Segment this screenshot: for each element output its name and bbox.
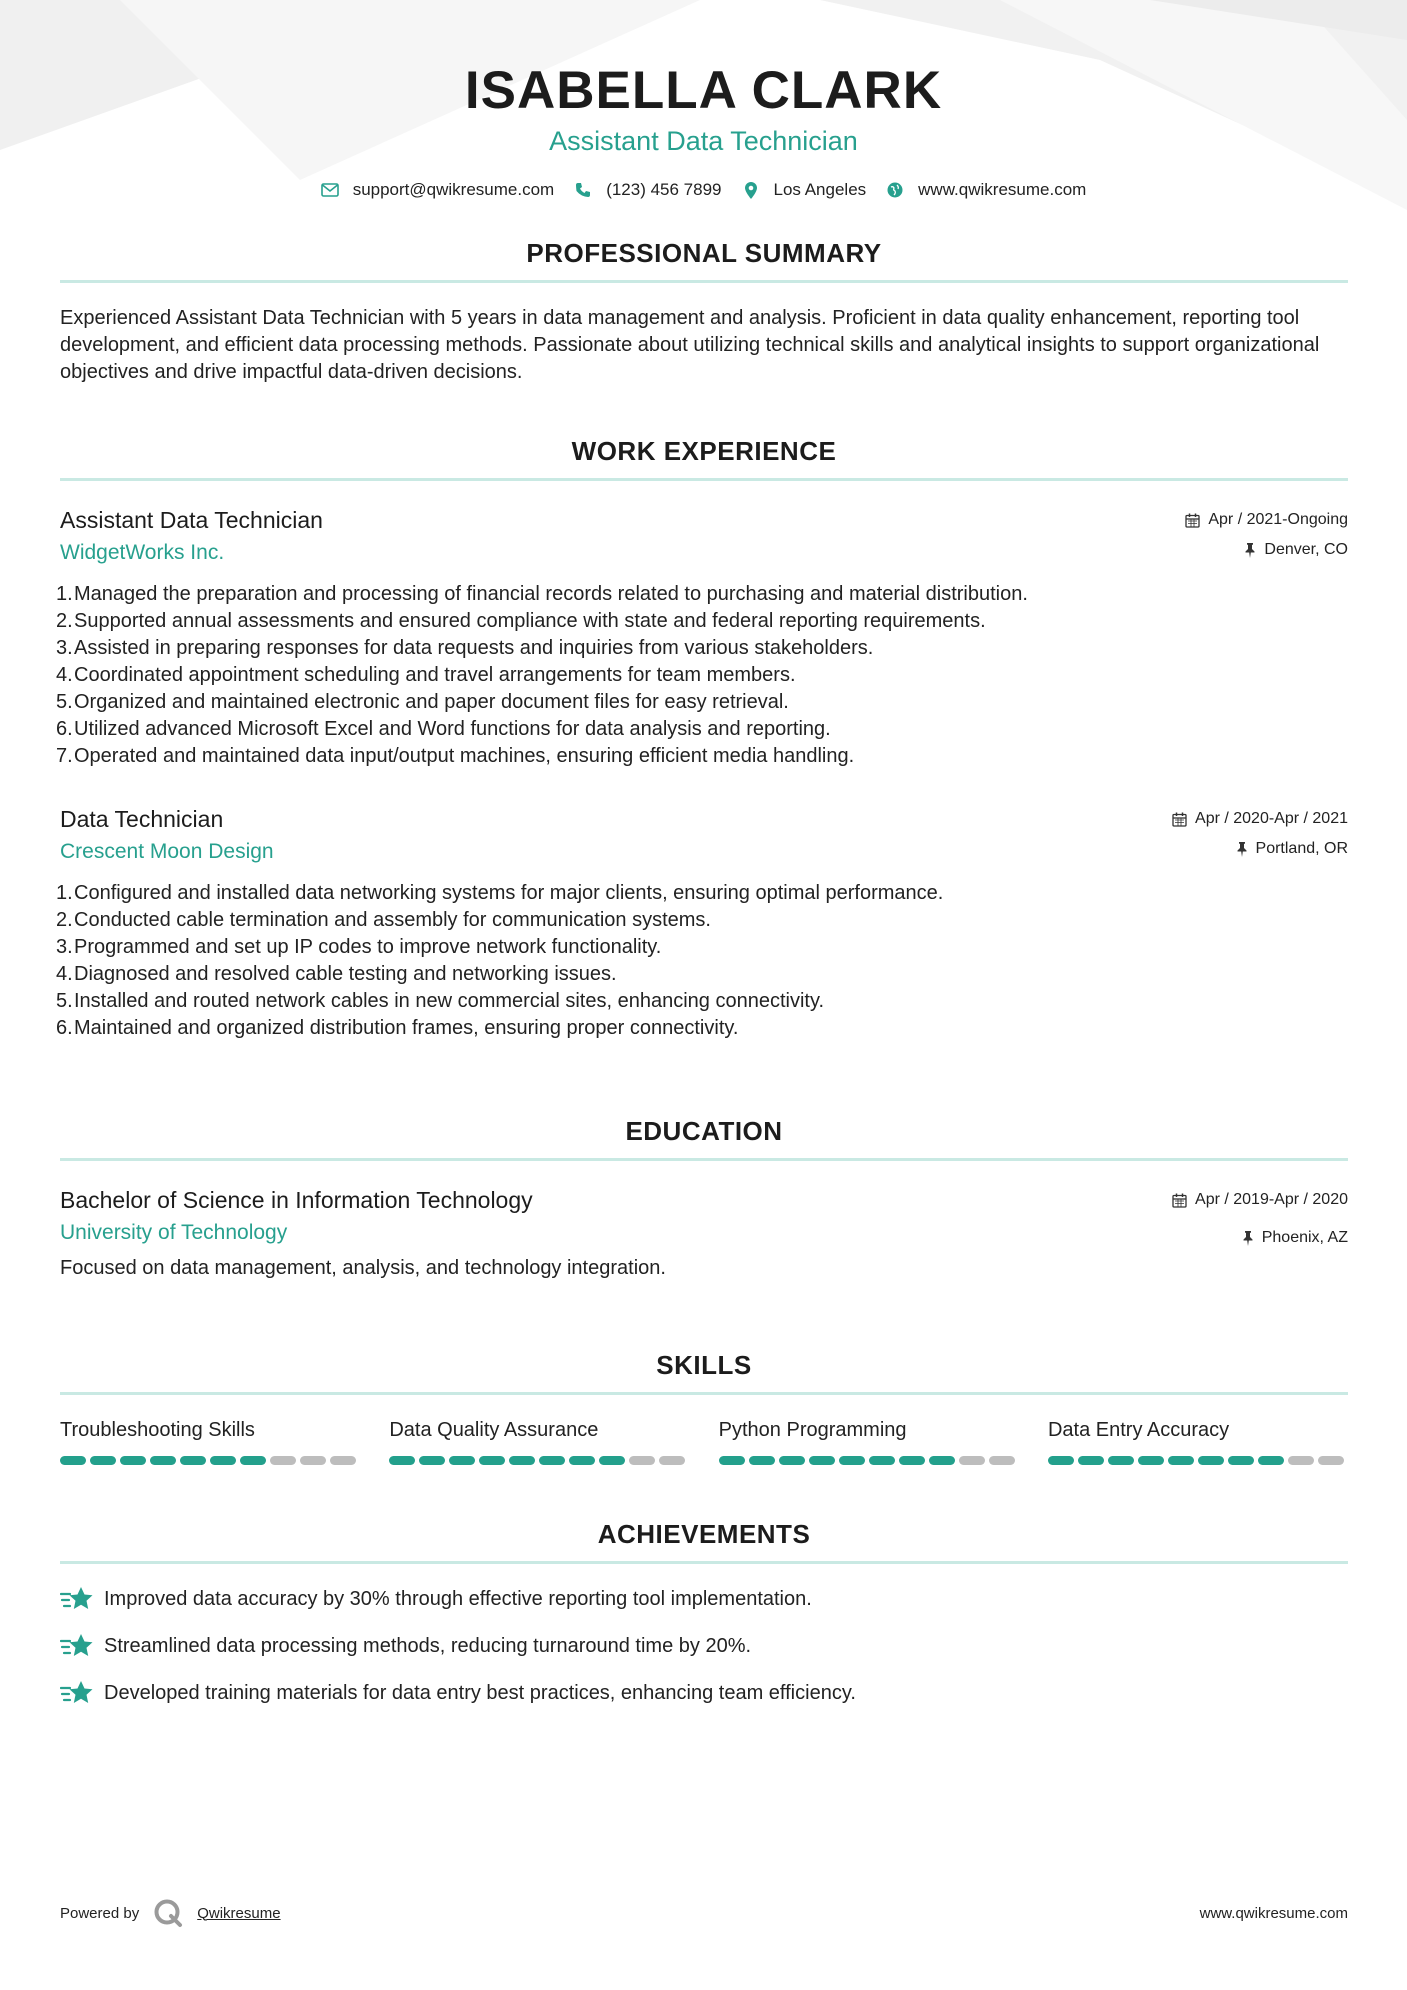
skill-segment-filled <box>1228 1456 1254 1465</box>
job-location-text: Denver, CO <box>1264 541 1348 558</box>
skill-segment-filled <box>1138 1456 1164 1465</box>
achievements-heading: ACHIEVEMENTS <box>597 1519 811 1549</box>
qwikresume-link[interactable]: Qwikresume <box>197 1904 281 1922</box>
star-icon <box>60 1678 94 1708</box>
skill-item <box>60 1417 360 1465</box>
skill-item <box>719 1417 1019 1465</box>
achievements-section <box>60 1517 1348 1725</box>
list-item: 4. Coordinated appointment scheduling and travel arrangements for team members. <box>56 664 796 686</box>
achievement-text: Improved data accuracy by 30% through effective reporting tool implementation. <box>104 1587 812 1610</box>
skill-segment-empty <box>1318 1456 1344 1465</box>
skills-section <box>60 1348 1348 1465</box>
skill-segment-filled <box>1108 1456 1134 1465</box>
list-item: 5. Installed and routed network cables in new commercial sites, enhancing connectivity. <box>56 990 825 1012</box>
contact-website[interactable] <box>886 180 1086 200</box>
website-text: www.qwikresume.com <box>918 180 1087 199</box>
education-dates-text: Apr / 2019-Apr / 2020 <box>1195 1191 1348 1208</box>
skill-segment-filled <box>1258 1456 1284 1465</box>
powered-by-label: Powered by <box>60 1904 140 1922</box>
star-icon <box>60 1631 94 1661</box>
skill-segment-filled <box>899 1456 925 1465</box>
list-item: 6. Utilized advanced Microsoft Excel and Word functions for data analysis and reporting. <box>56 718 831 740</box>
education-meta <box>1172 1185 1348 1253</box>
contact-bar <box>0 180 1407 200</box>
skill-rating-bar <box>1048 1456 1348 1465</box>
experience-section <box>56 434 1348 1042</box>
skill-segment-filled <box>719 1456 745 1465</box>
skills-list <box>60 1417 1348 1465</box>
skill-segment-filled <box>240 1456 266 1465</box>
achievement-text: Developed training materials for data entry best practices, enhancing team efficiency. <box>104 1681 856 1704</box>
star-icon <box>60 1584 94 1614</box>
list-item: 7. Operated and maintained data input/output machines, ensuring efficient media handling. <box>56 745 855 767</box>
skill-rating-bar <box>389 1456 689 1465</box>
skills-heading: SKILLS <box>656 1350 752 1380</box>
list-item: 3. Programmed and set up IP codes to improve network functionality. <box>56 936 662 958</box>
skill-segment-empty <box>629 1456 655 1465</box>
job-title: Assistant Data Technician <box>60 507 323 533</box>
candidate-title: Assistant Data Technician <box>549 126 858 156</box>
list-item: 4. Diagnosed and resolved cable testing and networking issues. <box>56 963 617 985</box>
skill-segment-filled <box>419 1456 445 1465</box>
job-entry <box>56 505 1348 770</box>
email-text: support@qwikresume.com <box>352 180 555 199</box>
contact-phone[interactable] <box>574 180 721 200</box>
skill-segment-filled <box>1198 1456 1224 1465</box>
list-item: 2. Conducted cable termination and assembly for communication systems. <box>56 909 711 931</box>
achievements-list <box>60 1584 1348 1708</box>
list-item: 1. Configured and installed data networking systems for major clients, ensuring optimal performance. <box>56 882 944 904</box>
skill-segment-filled <box>180 1456 206 1465</box>
skill-segment-filled <box>449 1456 475 1465</box>
education-entry <box>60 1185 1348 1282</box>
powered-by <box>60 1898 281 1928</box>
education-location <box>1172 1223 1348 1253</box>
globe-icon <box>886 181 904 199</box>
job-bullets <box>56 581 1348 770</box>
degree-title: Bachelor of Science in Information Technology <box>60 1187 533 1213</box>
skill-segment-filled <box>210 1456 236 1465</box>
phone-icon <box>574 181 592 199</box>
skill-segment-filled <box>1168 1456 1194 1465</box>
school-name: University of Technology <box>60 1221 288 1244</box>
calendar-icon <box>1185 513 1200 528</box>
list-item: 6. Maintained and organized distribution frames, ensuring proper connectivity. <box>56 1017 739 1039</box>
skill-segment-filled <box>749 1456 775 1465</box>
skill-rating-bar <box>719 1456 1019 1465</box>
job-location <box>1172 834 1348 864</box>
calendar-icon <box>1172 812 1187 827</box>
skill-segment-filled <box>839 1456 865 1465</box>
experience-heading: WORK EXPERIENCE <box>571 436 837 466</box>
list-item: 2. Supported annual assessments and ensured compliance with state and federal reporting requirements. <box>56 610 986 632</box>
resume-header <box>0 0 1407 200</box>
education-description: Focused on data management, analysis, and technology integration. <box>60 1257 666 1279</box>
skill-rating-bar <box>60 1456 360 1465</box>
job-location-text: Portland, OR <box>1255 840 1348 857</box>
skill-segment-empty <box>270 1456 296 1465</box>
skill-item <box>1048 1417 1348 1465</box>
contact-email[interactable] <box>321 180 555 200</box>
pushpin-icon <box>1244 543 1256 558</box>
skill-name: Python Programming <box>718 1419 907 1441</box>
education-section <box>60 1114 1348 1282</box>
page-footer <box>60 1898 1348 1928</box>
job-location <box>1185 535 1348 565</box>
skill-segment-filled <box>869 1456 895 1465</box>
section-divider <box>60 1158 1348 1161</box>
job-dates-text: Apr / 2021-Ongoing <box>1208 511 1348 528</box>
skill-name: Data Entry Accuracy <box>1047 1419 1230 1441</box>
achievement-text: Streamlined data processing methods, reducing turnaround time by 20%. <box>104 1634 752 1657</box>
job-title: Data Technician <box>60 806 224 832</box>
skill-segment-empty <box>300 1456 326 1465</box>
job-company: WidgetWorks Inc. <box>60 541 225 564</box>
list-item: 3. Assisted in preparing responses for data requests and inquiries from various stakeholders. <box>56 637 874 659</box>
list-item: 5. Organized and maintained electronic and paper document files for easy retrieval. <box>56 691 789 713</box>
skill-segment-filled <box>599 1456 625 1465</box>
skill-segment-filled <box>389 1456 415 1465</box>
phone-text: (123) 456 7899 <box>606 180 722 199</box>
skill-segment-empty <box>330 1456 356 1465</box>
skill-segment-filled <box>509 1456 535 1465</box>
skill-segment-empty <box>989 1456 1015 1465</box>
skill-segment-filled <box>60 1456 86 1465</box>
envelope-icon <box>321 181 339 199</box>
job-meta <box>1172 804 1348 864</box>
skill-segment-filled <box>150 1456 176 1465</box>
job-dates <box>1172 804 1348 834</box>
skill-segment-empty <box>959 1456 985 1465</box>
job-bullets <box>56 880 1348 1042</box>
pushpin-icon <box>1242 1231 1254 1246</box>
education-dates <box>1172 1185 1348 1215</box>
list-item: 1. Managed the preparation and processing of financial records related to purchasing and material distribution. <box>56 583 1028 605</box>
location-text: Los Angeles <box>773 180 867 199</box>
summary-section <box>60 236 1348 386</box>
summary-heading: PROFESSIONAL SUMMARY <box>526 238 882 268</box>
skill-name: Data Quality Assurance <box>389 1419 599 1441</box>
education-heading: EDUCATION <box>625 1116 783 1146</box>
summary-text: Experienced Assistant Data Technician with 5 years in data management and analysis. Proficient in data quality enhancement, reporting tool development, and efficient data processing methods. Passionate about utilizing technical skills and analytical insights to support organizational objectives and drive impactful data-driven decisions. <box>60 307 1320 383</box>
skill-segment-filled <box>779 1456 805 1465</box>
skill-segment-filled <box>569 1456 595 1465</box>
skill-segment-filled <box>1078 1456 1104 1465</box>
skill-segment-filled <box>1048 1456 1074 1465</box>
job-company: Crescent Moon Design <box>60 840 274 863</box>
section-divider <box>60 1561 1348 1564</box>
skill-segment-empty <box>1288 1456 1314 1465</box>
job-meta <box>1185 505 1348 565</box>
pushpin-icon <box>1236 842 1248 857</box>
skill-segment-filled <box>539 1456 565 1465</box>
qwikresume-logo-icon <box>153 1898 183 1928</box>
job-dates-text: Apr / 2020-Apr / 2021 <box>1195 810 1348 827</box>
section-divider <box>60 280 1348 283</box>
footer-website[interactable]: www.qwikresume.com <box>1199 1904 1348 1922</box>
skill-segment-filled <box>479 1456 505 1465</box>
skill-segment-empty <box>659 1456 685 1465</box>
section-divider <box>60 478 1348 481</box>
skill-segment-filled <box>929 1456 955 1465</box>
job-dates <box>1185 505 1348 535</box>
candidate-name: ISABELLA CLARK <box>464 61 943 120</box>
job-entry <box>56 804 1348 1042</box>
skill-segment-filled <box>120 1456 146 1465</box>
map-pin-icon <box>742 181 760 199</box>
education-location-text: Phoenix, AZ <box>1261 1229 1348 1246</box>
achievement-item <box>60 1631 1348 1661</box>
skill-segment-filled <box>809 1456 835 1465</box>
skill-item <box>389 1417 689 1465</box>
section-divider <box>60 1392 1348 1395</box>
skill-segment-filled <box>90 1456 116 1465</box>
achievement-item <box>60 1678 1348 1708</box>
contact-location <box>742 180 867 200</box>
calendar-icon <box>1172 1193 1187 1208</box>
achievement-item <box>60 1584 1348 1614</box>
skill-name: Troubleshooting Skills <box>60 1419 255 1441</box>
